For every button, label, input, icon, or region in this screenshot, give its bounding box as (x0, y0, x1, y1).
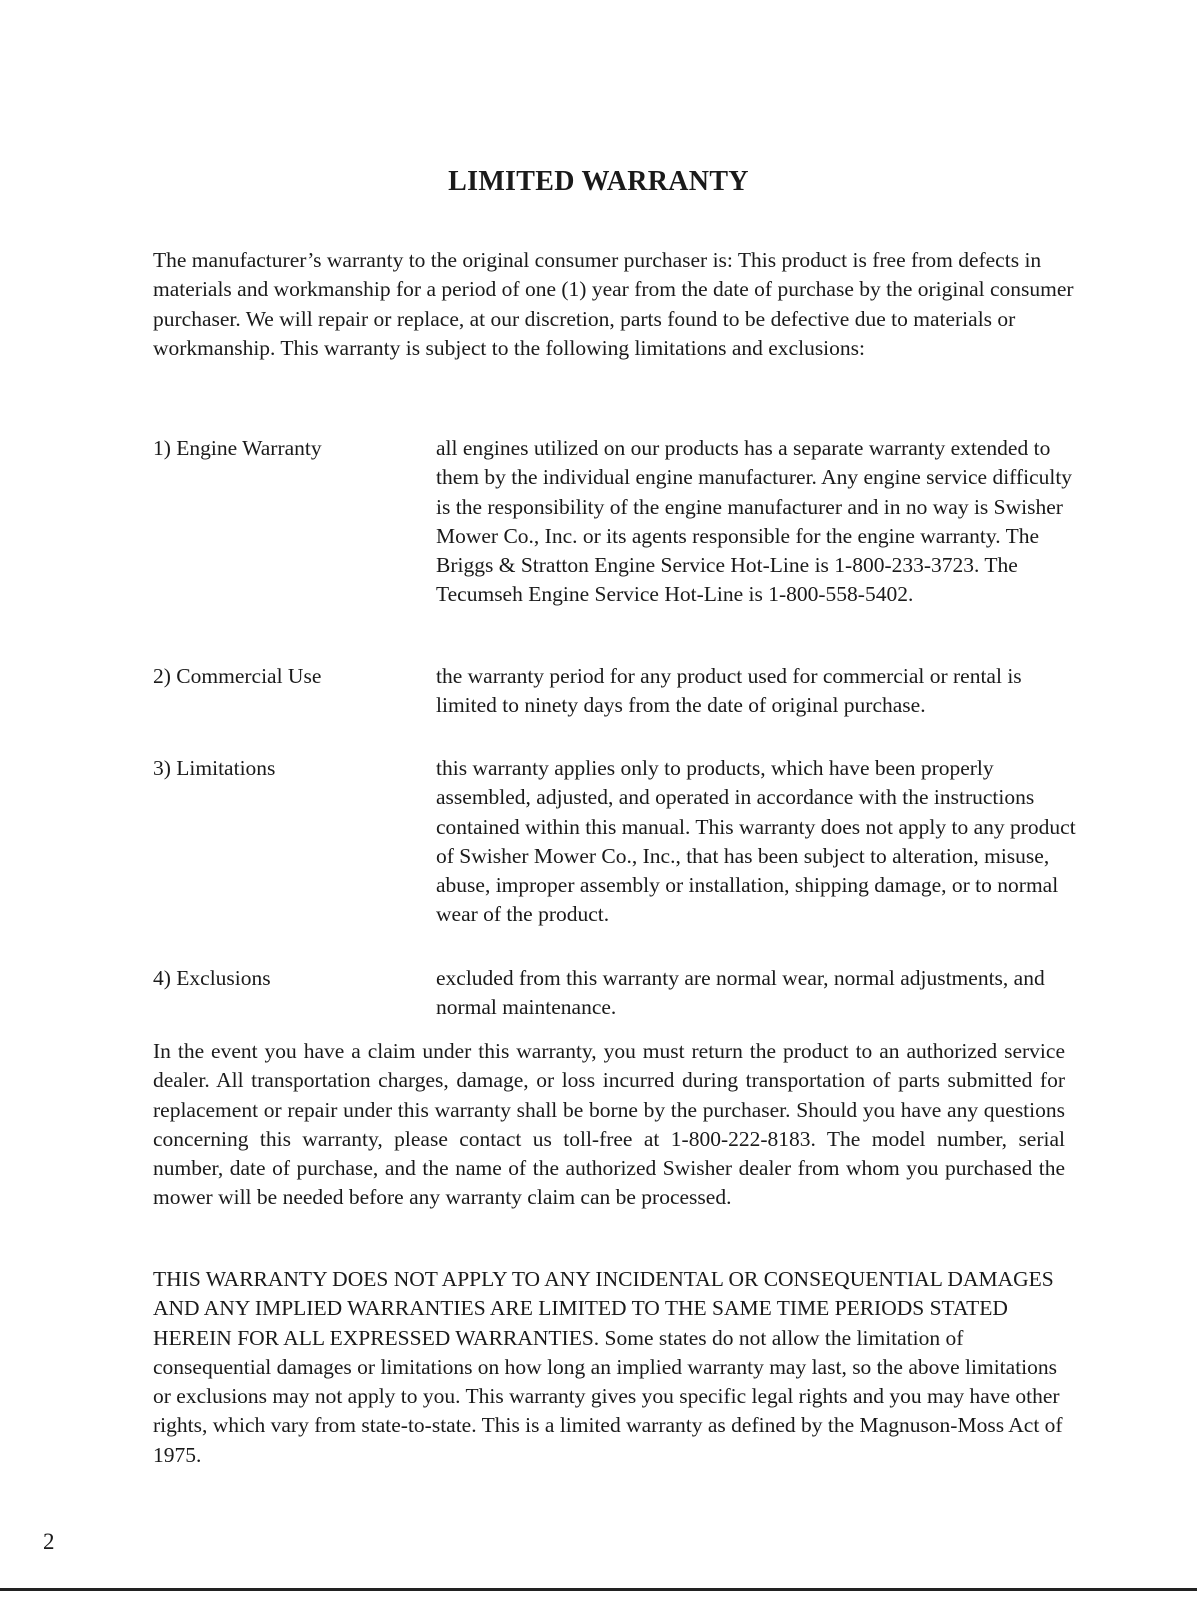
intro-paragraph: The manufacturer’s warranty to the original consumer purchaser is: This product is free from defects in materials and workmanship for a period of one (1) year from the date of purchase by the original consumer purchaser. We will repair or replace, at our discretion, parts found to be defective due to materials or workmanship. This warranty is subject to the following limitations and exclusions: (153, 248, 1074, 360)
item-text: this warranty applies only to products, which have been properly assembled, adjusted, and operated in accordance with the instructions contained within this manual. This warranty does not apply to any product of Swisher Mower Co., Inc., that has been subject to alteration, misuse, abuse, improper assembly or installation, shipping damage, or to normal wear of the product. (436, 756, 1076, 927)
item-text: all engines utilized on our products has a separate warranty extended to them by the individual engine manufacturer. Any engine service difficulty is the responsibility of the engine manufacturer and in no way is Swisher Mower Co., Inc. or its agents responsible for the engine warranty. The Briggs & Stratton Engine Service Hot-Line is 1-800-233-3723. The Tecumseh Engine Service Hot-Line is 1-800-558-5402. (436, 436, 1073, 607)
item-text: excluded from this warranty are normal wear, normal adjustments, and normal maintenance. (436, 966, 1045, 1020)
item-label: 2) Commercial Use (153, 664, 322, 688)
page-title: LIMITED WARRANTY (448, 166, 749, 197)
item-label: 3) Limitations (153, 756, 276, 780)
page-number: 2 (43, 1529, 55, 1554)
claim-paragraph: In the event you have a claim under this warranty, you must return the product to an authorized service dealer. All transportation charges, damage, or loss incurred during transportation of parts submitted for replacement or repair under this warranty shall be borne by the purchaser. Should you have any questions concerning this warranty, please contact us toll-free at 1-800-222-8183. The model number, serial number, date of purchase, and the name of the authorized Swisher dealer from whom you purchased the mower will be needed before any warranty claim can be processed. (153, 1039, 1065, 1210)
item-text: the warranty period for any product used for commercial or rental is limited to ninety days from the date of original purchase. (436, 664, 1022, 718)
bottom-divider (0, 1588, 1197, 1591)
item-label: 1) Engine Warranty (153, 436, 322, 460)
disclaimer-paragraph: THIS WARRANTY DOES NOT APPLY TO ANY INCIDENTAL OR CONSEQUENTIAL DAMAGES AND ANY IMPLIED WARRANTIES ARE LIMITED TO THE SAME TIME PERIODS STATED HEREIN FOR ALL EXPRESSED WARRANTIES. Some states do not allow the limitation of consequential damages or limitations on how long an implied warranty may last, so the above limitations or exclusions may not apply to you. This warranty gives you specific legal rights and you may have other rights, which vary from state-to-state. This is a limited warranty as defined by the Magnuson-Moss Act of 1975. (153, 1267, 1063, 1467)
item-label: 4) Exclusions (153, 966, 271, 990)
